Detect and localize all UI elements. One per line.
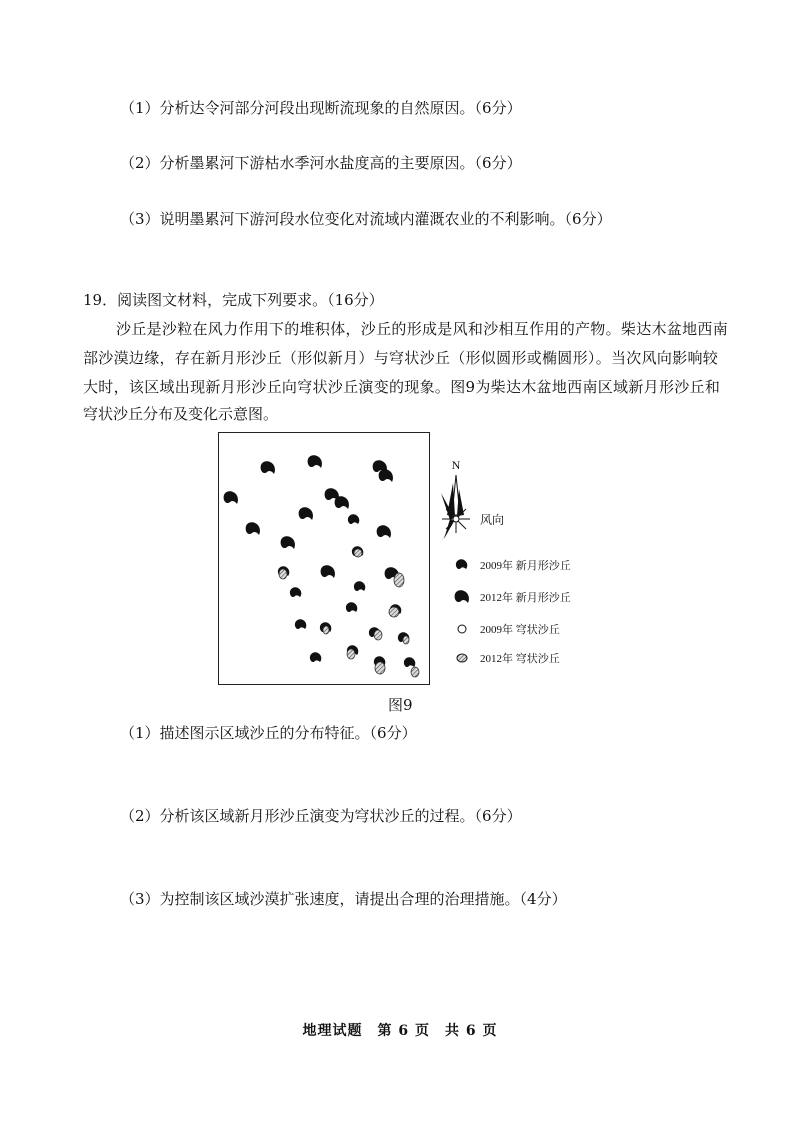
dome-dune — [323, 626, 329, 634]
barchan-dune — [224, 491, 238, 504]
barchan-dune — [404, 657, 415, 667]
barchan-dune-group — [224, 455, 416, 667]
legend-barchan-2012-icon — [455, 590, 469, 603]
figure-9-legend — [430, 455, 590, 670]
legend-dome-2009-icon — [458, 625, 466, 633]
dome-dune — [279, 569, 287, 579]
dome-dune — [394, 573, 404, 587]
barchan-dune — [281, 536, 295, 549]
dome-dune-group — [279, 549, 419, 677]
barchan-dune — [379, 469, 393, 482]
q18-sub3: （3）说明墨累河下游河段水位变化对流域内灌溉农业的不利影响。（6分） — [120, 210, 612, 228]
q19-para-line3: 大时，该区域出现新月形沙丘向穹状沙丘演变的现象。图9为柴达木盆地西南区域新月形沙丘和 — [83, 378, 721, 396]
dome-dune — [389, 607, 399, 617]
barchan-dune — [348, 514, 359, 524]
barchan-dune — [310, 652, 321, 662]
q19-sub1: （1）描述图示区域沙丘的分布特征。（6分） — [120, 724, 417, 742]
barchan-dune — [290, 587, 301, 597]
dome-dune — [411, 667, 419, 677]
wind-direction-label: 风向 — [480, 513, 505, 527]
wind-rose-icon — [440, 475, 470, 543]
q19-heading: 19．阅读图文材料，完成下列要求。（16分） — [83, 291, 384, 309]
legend-dome-2012-icon — [457, 654, 467, 662]
legend-barchan-2009-icon — [456, 559, 467, 569]
barchan-dune — [308, 455, 322, 468]
barchan-dune — [246, 522, 260, 535]
q19-sub3: （3）为控制该区域沙漠扩张速度，请提出合理的治理措施。（4分） — [120, 890, 567, 908]
legend-barchan-2009-label: 2009年 新月形沙丘 — [480, 560, 571, 572]
q19-para-line2: 部沙漠边缘，存在新月形沙丘（形似新月）与穹状沙丘（形似圆形或椭圆形）。当次风向影响较 — [83, 349, 719, 367]
dome-dune — [374, 630, 382, 640]
figure-caption: 图9 — [388, 696, 413, 714]
barchan-dune — [299, 507, 313, 520]
figure-9-dune-map — [218, 432, 430, 685]
barchan-dune — [261, 461, 275, 474]
barchan-dune — [346, 602, 357, 612]
dome-dune — [354, 549, 362, 557]
legend-dome-2012-label: 2012年 穹状沙丘 — [480, 653, 560, 665]
dome-dune — [375, 662, 385, 674]
dome-dune — [403, 636, 409, 644]
barchan-dune — [295, 619, 306, 629]
legend-dome-2009-label: 2009年 穹状沙丘 — [480, 624, 560, 636]
barchan-dune — [321, 565, 335, 578]
barchan-dune — [335, 496, 349, 509]
dome-dune — [347, 649, 355, 659]
q19-sub2: （2）分析该区域新月形沙丘演变为穹状沙丘的过程。（6分） — [120, 807, 522, 825]
barchan-dune — [354, 581, 365, 591]
q19-para-line1: 沙丘是沙粒在风力作用下的堆积体，沙丘的形成是风和沙相互作用的产物。柴达木盆地西南 — [116, 320, 729, 338]
q19-para-line4: 穹状沙丘分布及变化示意图。 — [83, 405, 279, 423]
q18-sub1: （1）分析达令河部分河段出现断流现象的自然原因。（6分） — [120, 99, 522, 117]
north-label: N — [451, 458, 461, 472]
page-footer: 地理试题 第 6 页 共 6 页 — [302, 1023, 498, 1039]
legend-barchan-2012-label: 2012年 新月形沙丘 — [480, 592, 571, 604]
q18-sub2: （2）分析墨累河下游枯水季河水盐度高的主要原因。（6分） — [120, 154, 522, 172]
barchan-dune — [377, 525, 391, 538]
